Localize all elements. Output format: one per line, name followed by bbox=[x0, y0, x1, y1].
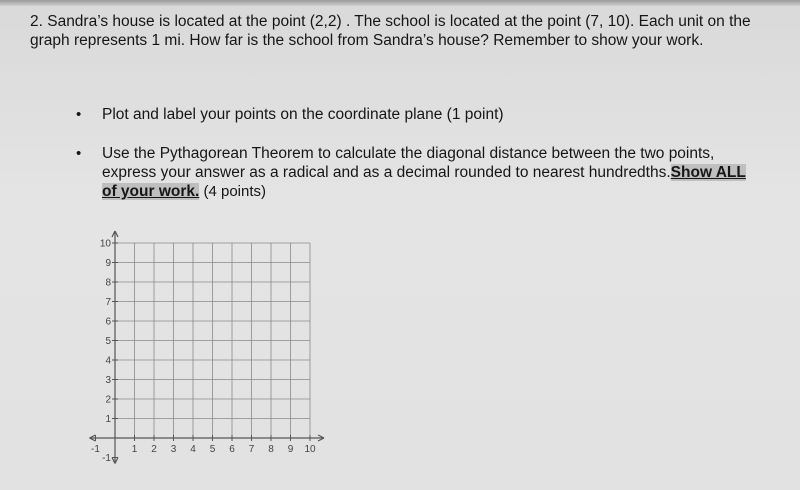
x-tick-label: 8 bbox=[268, 444, 274, 455]
x-tick-label: 9 bbox=[287, 444, 294, 455]
coordinate-plane[interactable] bbox=[75, 230, 335, 470]
instruction-list bbox=[70, 105, 760, 221]
points-label: (4 points) bbox=[199, 183, 267, 200]
x-tick-label: 7 bbox=[248, 444, 255, 455]
y-tick-label: 3 bbox=[105, 375, 111, 386]
bullet-icon: • bbox=[76, 106, 82, 123]
show-work-emphasis: Show ALL of your work. bbox=[102, 164, 746, 200]
x-tick-label: 6 bbox=[229, 444, 235, 455]
x-tick-label: -1 bbox=[91, 444, 100, 455]
y-tick-label: 1 bbox=[105, 414, 111, 425]
instruction-text: Use the Pythagorean Theorem to calculate the diagonal distance between the two points, express your answer as a radical and as a decimal rounded to nearest hundredths. bbox=[102, 145, 715, 181]
coordinate-plane-svg[interactable] bbox=[75, 230, 335, 470]
x-tick-label: 4 bbox=[190, 444, 196, 455]
x-tick-label: 2 bbox=[151, 444, 157, 455]
bullet-icon: • bbox=[76, 145, 82, 162]
y-tick-label: 6 bbox=[105, 316, 111, 328]
y-tick-label: 8 bbox=[105, 277, 111, 289]
question-text: 2. Sandra’s house is located at the point (2,2) . The school is located at the point (7, 10). Each unit on the graph represents 1 mi. How far is the school from Sandra’s house? Remember to show your work. bbox=[30, 13, 751, 49]
instruction-item bbox=[70, 105, 760, 124]
page-top-edge bbox=[0, 0, 800, 6]
x-tick-label: 10 bbox=[304, 444, 316, 455]
x-tick-label: 3 bbox=[170, 444, 177, 455]
instruction-item bbox=[70, 144, 760, 201]
y-tick-label: 4 bbox=[105, 355, 111, 367]
y-tick-label: 5 bbox=[105, 336, 111, 347]
y-tick-label: 10 bbox=[99, 238, 111, 250]
instruction-text: Plot and label your points on the coordinate plane (1 point) bbox=[102, 106, 504, 123]
y-tick-label: 9 bbox=[105, 258, 111, 269]
x-tick-label: 1 bbox=[131, 444, 138, 455]
y-tick-label: 7 bbox=[105, 297, 111, 308]
x-tick-label: 5 bbox=[209, 444, 216, 455]
y-tick-label: 2 bbox=[105, 394, 111, 406]
y-tick-label: -1 bbox=[102, 453, 111, 464]
